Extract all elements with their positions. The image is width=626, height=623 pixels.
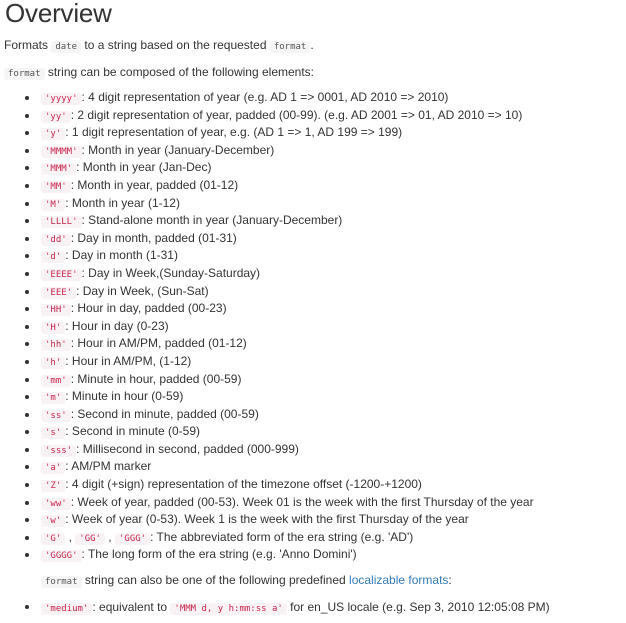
list-item <box>0 195 534 213</box>
format-token-description: : Day in month, padded (01-31) <box>70 230 237 245</box>
format-elements-list <box>0 89 534 564</box>
format-token-description: : The long form of the era string (e.g. 'Anno Domini') <box>81 547 357 562</box>
format-token-description: : Minute in hour, padded (00-59) <box>70 371 242 386</box>
format-token-code: 'sss' <box>41 445 76 457</box>
intro-code-date: date <box>51 41 81 53</box>
format-token-description: : Millisecond in second, padded (000-999) <box>76 441 299 456</box>
format-token-code: 'H' <box>41 322 65 334</box>
intro-paragraph <box>4 36 314 56</box>
format-token-description: : Minute in hour (0-59) <box>65 389 184 404</box>
list-item <box>0 124 534 142</box>
format-token-code: 'hh' <box>41 339 71 351</box>
format-token-code: 's' <box>41 427 65 439</box>
composed-paragraph <box>4 63 314 83</box>
list-item: 'G' , 'GG' , 'GGG' : The abbreviated form of the era string (e.g. 'AD') <box>0 529 534 547</box>
format-token-description: : Month in year (January-December) <box>81 142 275 157</box>
predefined-paragraph <box>41 571 452 591</box>
format-token-description: : Day in month (1-31) <box>65 248 178 263</box>
list-item <box>0 546 534 564</box>
format-token-description: : 4 digit (+sign) representation of the timezone offset (-1200-+1200) <box>65 477 422 492</box>
list-item <box>0 511 534 529</box>
format-token-description: : Second in minute (0-59) <box>65 424 201 439</box>
list-item <box>0 371 534 389</box>
list-item <box>0 89 534 107</box>
format-token-description: : Month in year (Jan-Dec) <box>76 160 212 175</box>
format-token-code: 'y' <box>41 128 65 140</box>
format-token-description: : Month in year (1-12) <box>65 195 180 210</box>
intro-text-post: . <box>310 38 314 52</box>
format-token-description: : Hour in day, padded (00-23) <box>70 301 227 316</box>
list-item <box>0 353 534 371</box>
format-token-code: 'MMMM' <box>41 146 82 158</box>
list-item <box>0 230 534 248</box>
predefined-format-pattern-code: 'MMM d, y h:mm:ss a' <box>170 603 286 615</box>
predefined-text: string can also be one of the following predefined <box>81 573 350 587</box>
format-token-code: 'GGGG' <box>41 550 82 562</box>
format-token-code: 'ss' <box>41 410 71 422</box>
list-item <box>0 265 534 283</box>
format-token-description: : 1 digit representation of year, e.g. (AD 1 => 1, AD 199 => 199) <box>65 125 403 140</box>
format-token-code: 'ww' <box>41 498 71 510</box>
list-item <box>0 335 534 353</box>
intro-text-mid: to a string based on the requested <box>81 38 270 52</box>
format-token-code: 'EEE' <box>41 287 76 299</box>
format-token-description: : Week of year (0-53). Week 1 is the week with the first Thursday of the year <box>65 512 469 527</box>
format-token-description: : Hour in AM/PM, padded (01-12) <box>70 336 247 351</box>
list-item <box>0 300 534 318</box>
intro-text-pre: Formats <box>4 38 52 52</box>
list-item <box>0 283 534 301</box>
format-token-code: 'HH' <box>41 304 71 316</box>
format-token-description: : Second in minute, padded (00-59) <box>70 406 259 421</box>
list-item <box>0 423 534 441</box>
format-token-description: : 2 digit representation of year, padded (00-99). (e.g. AD 2001 => 01, AD 2010 => 10) <box>70 107 523 122</box>
format-token-code: 'MMM' <box>41 163 76 175</box>
composed-code-format: format <box>4 68 45 80</box>
format-token-code: 'yy' <box>41 111 71 123</box>
list-item <box>0 388 534 406</box>
composed-text: string can be composed of the following elements: <box>44 65 314 79</box>
format-token-code: 'LLLL' <box>41 216 82 228</box>
list-item <box>0 177 534 195</box>
format-token-description: : Month in year, padded (01-12) <box>70 177 239 192</box>
format-token-code: 'w' <box>41 515 65 527</box>
localizable-formats-link[interactable]: localizable formats <box>349 573 449 587</box>
format-token-code: 'd' <box>41 251 65 263</box>
format-token-code: 'EEEE' <box>41 269 82 281</box>
list-item <box>0 598 550 618</box>
list-item <box>0 441 534 459</box>
intro-code-format: format <box>270 41 311 53</box>
predefined-formats-list <box>0 598 550 618</box>
format-token-code: 'dd' <box>41 234 71 246</box>
format-token-description: : Day in Week, (Sun-Sat) <box>76 283 209 298</box>
list-item <box>0 107 534 125</box>
format-token-code: 'GGG' <box>115 533 150 545</box>
format-token-code: 'Z' <box>41 480 65 492</box>
list-item <box>0 406 534 424</box>
list-item <box>0 318 534 336</box>
list-item <box>0 142 534 160</box>
predefined-text-post: : <box>448 573 452 587</box>
predefined-format-text: : equivalent to <box>92 600 171 614</box>
format-token-code: 'MM' <box>41 181 71 193</box>
predefined-format-code: 'medium' <box>41 603 92 615</box>
format-token-code: 'a' <box>41 462 65 474</box>
format-token-code: 'm' <box>41 392 65 404</box>
predefined-code-format: format <box>41 576 82 588</box>
format-token-code: 'yyyy' <box>41 93 82 105</box>
format-token-description: : 4 digit representation of year (e.g. AD 1 => 0001, AD 2010 => 2010) <box>81 90 449 104</box>
format-token-description: : The abbreviated form of the era string (e.g. 'AD') <box>150 529 414 544</box>
format-token-description: : Hour in day (0-23) <box>65 318 169 333</box>
format-token-code: 'mm' <box>41 375 71 387</box>
format-token-description: : AM/PM marker <box>65 459 152 474</box>
list-item <box>0 458 534 476</box>
format-token-description: : Hour in AM/PM, (1-12) <box>65 353 192 368</box>
predefined-format-description: for en_US locale (e.g. Sep 3, 2010 12:05:08 PM) <box>286 600 550 614</box>
list-item <box>0 247 534 265</box>
list-item <box>0 494 534 512</box>
format-token-code: 'M' <box>41 199 65 211</box>
format-token-description: : Week of year, padded (00-53). Week 01 is the week with the first Thursday of the year <box>70 494 534 509</box>
format-token-code: 'G' <box>41 533 65 545</box>
list-item <box>0 476 534 494</box>
list-item <box>0 212 534 230</box>
list-item <box>0 159 534 177</box>
format-token-code: 'GG' <box>75 533 105 545</box>
format-token-code: 'h' <box>41 357 65 369</box>
format-token-description: : Stand-alone month in year (January-December) <box>81 213 343 228</box>
format-token-description: : Day in Week,(Sunday-Saturday) <box>81 265 261 280</box>
page-title: Overview <box>5 0 112 28</box>
